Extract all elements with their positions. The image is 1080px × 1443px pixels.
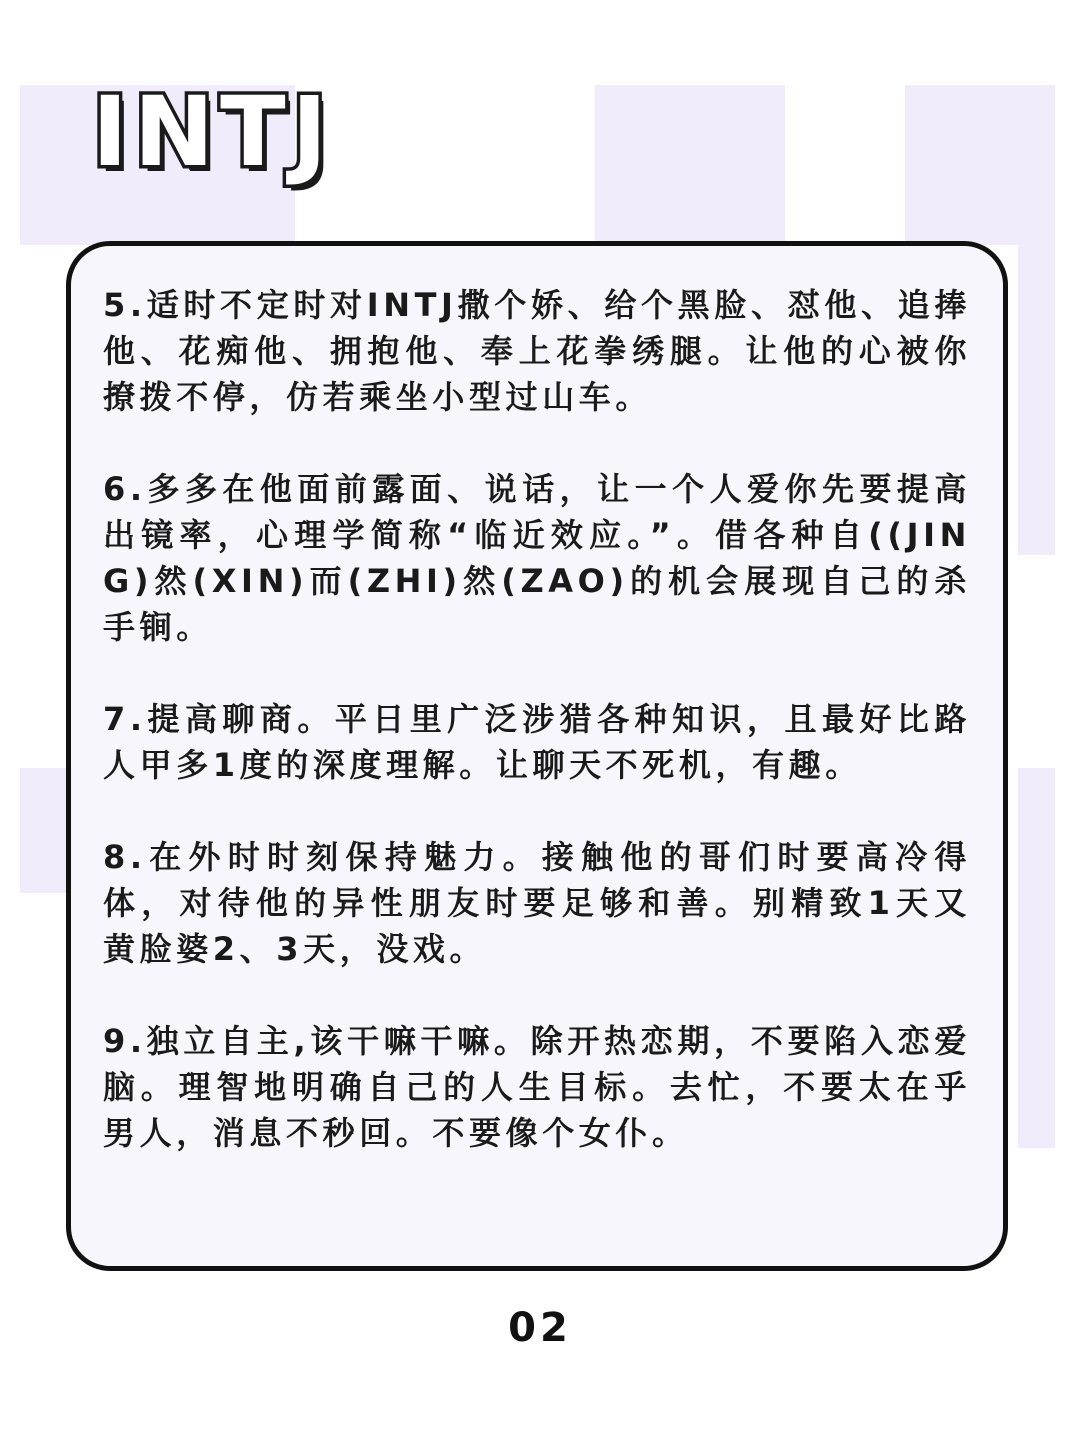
watermark-shape — [905, 85, 1055, 245]
content-card — [66, 241, 1008, 1271]
paragraph-5: 5.适时不定时对INTJ撒个娇、给个黑脸、怼他、追捧他、花痴他、拥抱他、奉上花拳绣腿。让他的心被你撩拨不停，仿若乘坐小型过山车。 — [103, 286, 971, 416]
paragraph-9: 9.独立自主,该干嘛干嘛。除开热恋期，不要陷入恋爱脑。理智地明确自己的人生目标。去忙，不要太在乎男人，消息不秒回。不要像个女仆。 — [103, 1022, 971, 1152]
page-number: 02 — [508, 1305, 572, 1351]
title-container — [92, 76, 334, 188]
watermark-shape — [1018, 245, 1055, 555]
watermark-shape — [595, 85, 785, 245]
page-title: INTJ — [92, 76, 334, 188]
watermark-shape — [20, 768, 68, 893]
paragraph-6: 6.多多在他面前露面、说话，让一个人爱你先要提高出镜率，心理学简称“临近效应。”。借各种自((JING)然(XIN)而(ZHI)然(ZAO)的机会展现自己的杀手锏。 — [103, 470, 971, 646]
watermark-shape — [1018, 768, 1055, 1148]
paragraph-8: 8.在外时时刻保持魅力。接触他的哥们时要高冷得体，对待他的异性朋友时要足够和善。别精致1天又黄脸婆2、3天，没戏。 — [103, 838, 971, 968]
paragraph-7: 7.提高聊商。平日里广泛涉猎各种知识，且最好比路人甲多1度的深度理解。让聊天不死机，有趣。 — [103, 700, 971, 784]
